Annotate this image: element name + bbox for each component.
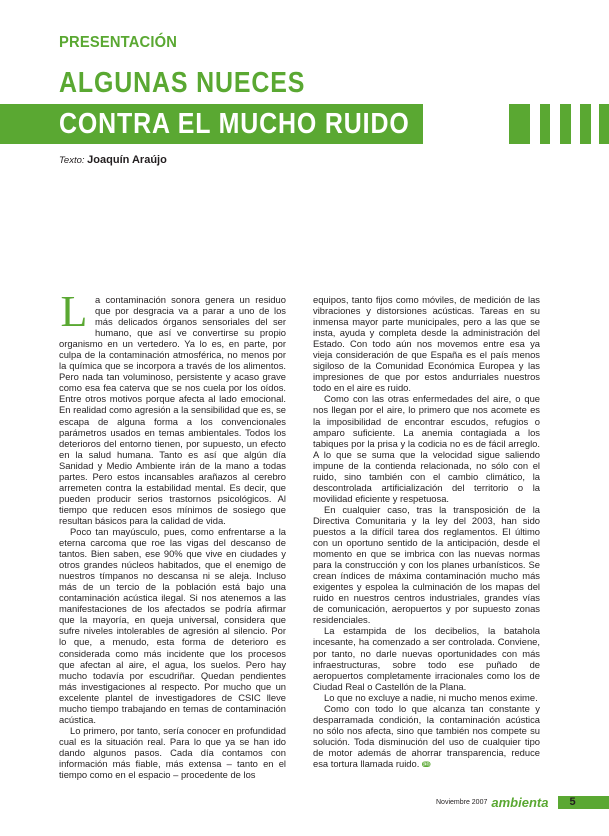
stripe bbox=[509, 104, 530, 144]
paragraph: La estampida de los decibelios, la batahola incesante, ha comenzado a ser controlada. Conviene, por tanto, no darle nuevas oportunidades con más infraestructuras, sobre todo ese puñado de aeropuertos completamente irracionales como los de Ciudad Real o Castellón de la Plana. bbox=[313, 625, 540, 692]
paragraph bbox=[313, 703, 540, 770]
paragraph: equipos, tanto fijos como móviles, de medición de las vibraciones y distorsiones acústicas. Tareas en su inmensa mayor parte municipales, pero a las que se insta, ayuda y completa desde la administración del Estado. Con todo aún nos movemos entre esa ya vieja consideración de que España es el país menos sigiloso de la Comunidad Económica Europea y las impresiones de que por estos andurriales nuestros todo en el aire es ruido. bbox=[313, 294, 540, 394]
magazine-name: ambienta bbox=[491, 795, 549, 810]
end-of-article-icon: ↈ bbox=[421, 759, 431, 769]
paragraph: Lo primero, por tanto, sería conocer en profundidad cual es la situación real. Para lo que ya se han ido dando algunos pasos. Cada día contamos con información más fiable, más extensa – tanto en el tiempo como en el espacio – procedente de los bbox=[59, 724, 286, 781]
page-number: 5 bbox=[555, 796, 609, 809]
paragraph: Poco tan mayúsculo, pues, como enfrentarse a la eterna carcoma que roe las vigas del descanso de tantos. Bien saben, ese 90% que vive en ciudades y otros grandes núcleos habitados, que el enemigo de nuestros tímpanos no descansa ni se aleja. Incluso más de un tercio de la población está bajo una contaminación acústica ilegal. Si nos atenemos a las manifestaciones de los afectados se podría afirmar que la mayoría, en queja universal, considera que sufre niveles intolerables de agresión al silencio. Por lo que, a menudo, esta forma de deterioro es considerada como más incidente que los procesos que afectan al aire, el agua, los suelos. Pero hay mucho todavía por escudriñar. Quedan pendientes más investigaciones al respecto. Por mucho que un excelente plantel de investigadores de CSIC lleve mucho tiempo trabajando en temas de contaminación acústica. bbox=[59, 525, 286, 725]
paragraph: Lo que no excluye a nadie, ni mucho menos exime. bbox=[324, 691, 538, 703]
byline bbox=[59, 154, 167, 166]
byline-label: Texto: bbox=[59, 155, 85, 166]
paragraph: En cualquier caso, tras la transposición de la Directiva Comunitaria y la ley del 2003, han sido puestos a la difícil tarea dos reglamentos. El último con un oportuno sentido de la anticipación, desde el momento en que se imbrica con las nuevas normas para la construcción y con los planes urbanísticos. Se crean índices de máxima contaminación mucho más exigentes y espolea la culminación de los mapas del ruido en nuestros centros industriales, grandes vías de comunicación, aeropuertos y por supuesto zonas residenciales. bbox=[313, 503, 540, 626]
title-line-1: ALGUNAS NUECES bbox=[59, 67, 306, 99]
article-right-column bbox=[313, 294, 540, 770]
title-line-2: CONTRA EL MUCHO RUIDO bbox=[59, 108, 410, 140]
paragraph: Como con las otras enfermedades del aire, o que nos llegan por el aire, lo primero que nos acomete es la imposibilidad de encontrar escudos, refugios o amparo suficiente. La anemia contagiada a los tabiques por la prisa y la codicia no es de fácil arreglo. A lo que se suma que la velocidad sigue saliendo impune de la contienda relacionada, no sólo con el ruido, sino también con el cambio climático, la descontrolada artificialización del territorio o la movilidad eficiente y respetuosa. bbox=[313, 393, 540, 504]
paragraph-text: Como con todo lo que alcanza tan constante y desparramada condición, la contaminación acústica no sólo nos afecta, sino que también nos compete su solución. Toda disminución del uso de cualquier tipo de motor además de ahorrar transparencia, reduce esa tortura llamada ruido. bbox=[313, 702, 540, 769]
section-label: PRESENTACIÓN bbox=[59, 34, 178, 51]
stripe bbox=[580, 104, 591, 144]
stripe bbox=[540, 104, 550, 144]
stripe bbox=[560, 104, 571, 144]
paragraph bbox=[59, 287, 286, 526]
paragraph-text: a contaminación sonora genera un residuo que por desgracia va a parar a uno de los más delicados órganos sensoriales del ser humano, que así ve convertirse su propio organismo en un vertedero. Ya lo es, en parte, por culpa de la contaminación atmosférica, no menos por la química que se incorpora a través de los alimentos. Pero nada tan voluminoso, persistente y acaso grave como esa fea caterva que se nos cuela por los oídos. Entre otros motivos porque afecta al lado emocional. En realidad como agresión a la sensibilidad que es, se escapa de alguna forma a los convencionales parámetros usados en temas ambientales. Todos los deterioros del entorno tienen, por supuesto, un efecto en la salud humana. Tanto es así que algún día Sanidad y Medio Ambiente irán de la mano a todas partes. Pero estos incansables arañazos al cerebro arremeten contra la estabilidad mental. Es decir, que pueden producir serios trastornos psicológicos. Al tiempo que reducen esos mínimos de sosiego que resultan básicos para la calidad de vida. bbox=[59, 294, 286, 526]
drop-cap: L bbox=[60, 287, 88, 336]
footer-date: Noviembre 2007 bbox=[436, 799, 488, 806]
stripe bbox=[599, 104, 609, 144]
page-footer bbox=[436, 795, 609, 810]
article-left-column bbox=[59, 287, 286, 781]
byline-author: Joaquín Araújo bbox=[87, 154, 167, 166]
